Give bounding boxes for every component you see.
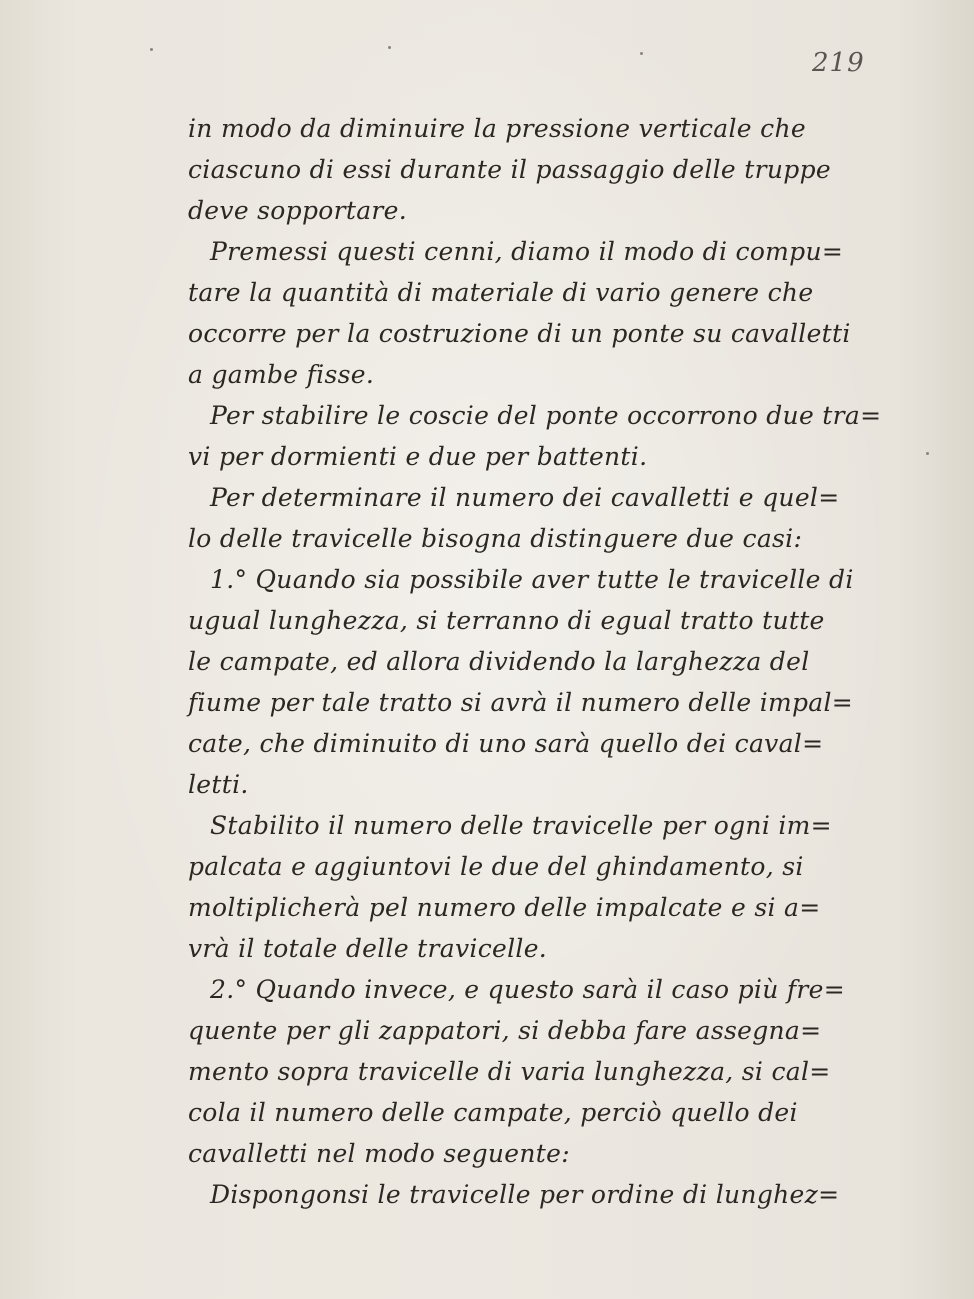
text-line: Per determinare il numero dei cavalletti e quel= bbox=[210, 483, 840, 512]
text-line: Premessi questi cenni, diamo il modo di compu= bbox=[210, 237, 844, 266]
text-line: 1.° Quando sia possibile aver tutte le travicelle di bbox=[210, 565, 854, 594]
paper-speck bbox=[926, 452, 929, 455]
paper-speck bbox=[150, 48, 153, 51]
text-line: mento sopra travicelle di varia lunghezza, si cal= bbox=[188, 1057, 831, 1086]
text-line: in modo da diminuire la pressione verticale che bbox=[188, 114, 806, 143]
text-line: palcata e aggiuntovi le due del ghindamento, si bbox=[188, 852, 804, 881]
text-line: tare la quantità di materiale di vario genere che bbox=[188, 278, 814, 307]
text-line: Per stabilire le coscie del ponte occorrono due tra= bbox=[210, 401, 882, 430]
text-line: occorre per la costruzione di un ponte su cavalletti bbox=[188, 319, 851, 348]
text-line: ugual lunghezza, si terranno di egual tratto tutte bbox=[188, 606, 825, 635]
text-line: 2.° Quando invece, e questo sarà il caso più fre= bbox=[210, 975, 846, 1004]
text-line: vrà il totale delle travicelle. bbox=[188, 934, 548, 963]
text-line: a gambe fisse. bbox=[188, 360, 375, 389]
text-line: le campate, ed allora dividendo la larghezza del bbox=[188, 647, 810, 676]
text-line: cola il numero delle campate, perciò quello dei bbox=[188, 1098, 798, 1127]
text-line: deve sopportare. bbox=[188, 196, 407, 225]
text-line: Dispongonsi le travicelle per ordine di lunghez= bbox=[210, 1180, 840, 1209]
text-line: vi per dormienti e due per battenti. bbox=[188, 442, 648, 471]
text-line: fiume per tale tratto si avrà il numero delle impal= bbox=[188, 688, 854, 717]
text-line: cate, che diminuito di uno sarà quello dei caval= bbox=[188, 729, 824, 758]
paper-speck bbox=[388, 46, 391, 49]
paper-speck bbox=[640, 52, 643, 55]
text-line: lo delle travicelle bisogna distinguere due casi: bbox=[188, 524, 803, 553]
text-line: moltiplicherà pel numero delle impalcate e si a= bbox=[188, 893, 821, 922]
text-line: ciascuno di essi durante il passaggio delle truppe bbox=[188, 155, 831, 184]
text-line: quente per gli zappatori, si debba fare assegna= bbox=[188, 1016, 822, 1045]
text-line: cavalletti nel modo seguente: bbox=[188, 1139, 570, 1168]
text-line: Stabilito il numero delle travicelle per ogni im= bbox=[210, 811, 832, 840]
handwritten-text bbox=[188, 108, 882, 1215]
text-line: letti. bbox=[188, 770, 249, 799]
page-number: 219 bbox=[812, 48, 865, 78]
